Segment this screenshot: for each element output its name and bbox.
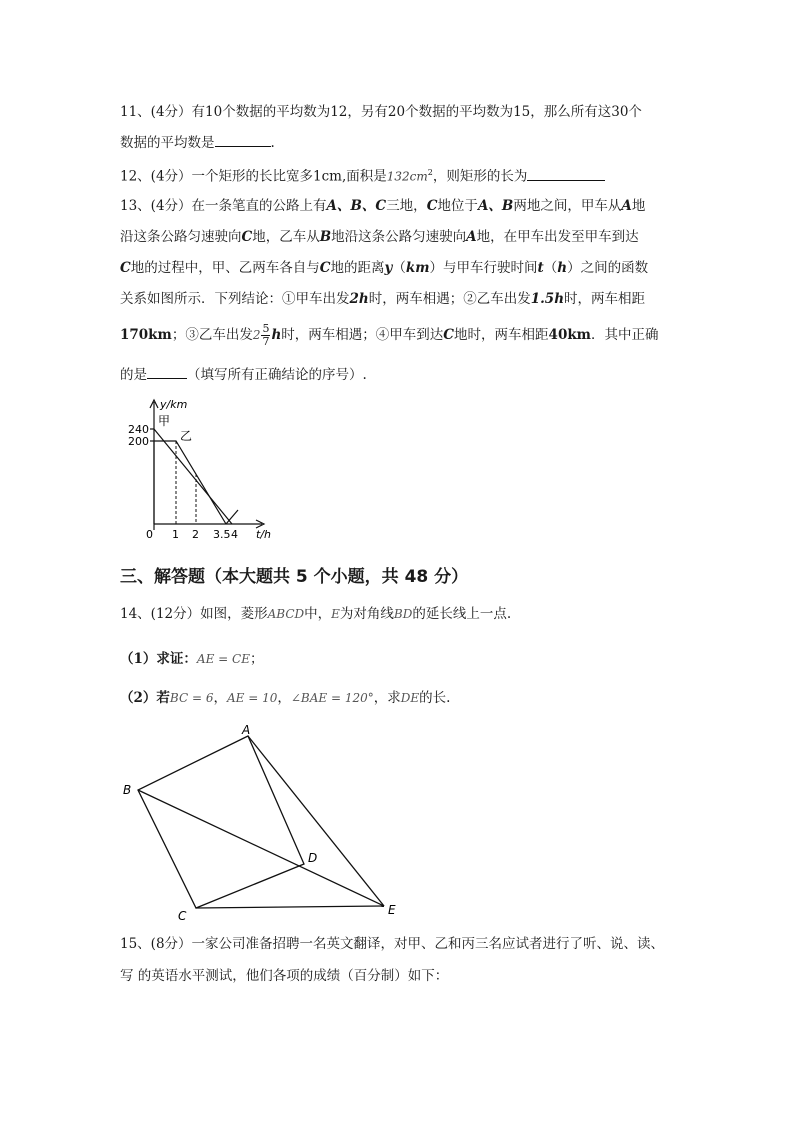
segment-ae [248,736,384,906]
label-a: A [242,724,251,737]
t: BC = 6 [169,691,214,705]
t: A、B [477,198,514,214]
t: 2h [349,291,369,307]
t: 170km [120,327,172,343]
t: ；③乙车出发 [171,327,253,343]
t: 三地， [386,198,427,214]
rhombus-abcd [138,736,304,908]
frac-den: 7 [262,335,270,348]
fraction [261,323,270,348]
q15-text1: 15、(8分）一家公司准备招聘一名英文翻译，对甲、乙和丙三名应试者进行了听、说、读、 [120,936,665,952]
t: 地的距离 [330,260,385,276]
t: km [405,260,430,276]
t: C [426,198,438,214]
q15-line1 [120,934,664,954]
q12-text: 12、(4分）一个矩形的长比宽多1cm,面积是 [120,168,387,185]
t: （2）若 [120,690,170,706]
q15-text2: 写 的英语水平测试，他们各项的成绩（百分制）如下： [120,968,449,984]
t: 14、(12分）如图，菱形 [120,606,268,622]
diagonal-bd-extended [138,790,384,906]
q13-line4 [120,289,645,309]
t: A、B、C [326,198,387,214]
y-axis-label: y/km [160,398,188,411]
t: ， [213,690,227,706]
series-label-yi: 乙 [180,429,193,443]
t: 关系如图所示．下列结论：①甲车出发 [120,291,350,307]
q12-line [120,163,605,187]
t: h [271,327,282,343]
series-jia-line [154,429,232,524]
t: 地，乙车从 [252,229,320,245]
t: ， [277,690,291,706]
distance-time-graph [120,390,280,550]
t: ∠BAE = 120° [290,691,374,705]
section-title: 三、解答题（本大题共 5 个小题，共 48 分） [120,567,469,587]
t: A [621,198,632,214]
t: ）与甲车行驶时间 [429,260,538,276]
label-c: C [178,909,187,923]
q12-tail: ，则矩形的长为 [432,168,528,185]
t: 时，两车相距 [564,291,646,307]
x-axis-label: t/h [256,528,271,541]
t: ABCD [267,607,305,621]
series-extension [226,510,238,524]
t: C [319,260,331,276]
q14-line1 [120,604,511,624]
q11-line2 [120,132,275,153]
t: ； [249,651,264,667]
t: 的长. [419,690,451,706]
q14-part2 [120,688,450,708]
t: （1）求证： [120,651,197,667]
t: ，求 [373,690,401,706]
label-b: B [123,783,132,797]
t: 2 [252,328,261,342]
t: E [331,607,340,621]
q15-line2 [120,966,448,986]
y-tick-240: 240 [128,423,149,436]
q12-area: 132cm [386,169,428,184]
t: C [120,260,131,276]
t: 的是 [120,367,147,383]
q12-sup: 2 [427,168,433,177]
t: 40km [548,327,591,343]
t: 13、(4分）在一条笔直的公路上有 [120,198,327,214]
label-d: D [308,851,318,865]
t: 地的过程中，甲、乙两车各自与 [130,260,320,276]
t: （ [543,260,558,276]
t: 的延长线上一点. [412,606,512,622]
series-label-jia: 甲 [158,414,171,428]
q13-line2 [120,227,639,247]
answer-blank [147,364,187,379]
q11-line1 [120,102,642,122]
q13-line6 [120,364,367,385]
t: 为对角线 [339,606,394,622]
t: 时，两车相遇；②乙车出发 [368,291,531,307]
x-tick-1: 1 [172,528,179,541]
t: h [557,260,568,276]
x-tick-2: 2 [192,528,199,541]
t: BD [393,607,413,621]
q13-line5 [120,322,658,348]
t: 沿这条公路匀速驶向 [120,229,242,245]
frac-num: 5 [262,322,270,335]
t: ．其中正确 [590,327,659,343]
t: C [241,229,253,245]
t: （填写所有正确结论的序号）. [187,367,367,383]
answer-blank [527,166,605,181]
q13-line1 [120,196,645,216]
t: 1.5h [530,291,565,307]
t: t [537,260,544,276]
t: 地沿这条公路匀速驶向 [331,229,467,245]
x-tick-0: 0 [146,528,153,541]
t: C [443,327,455,343]
t: AE = 10 [226,691,278,705]
t: 时，两车相遇；④甲车到达 [281,327,444,343]
t: 地位于 [437,198,478,214]
t: 中， [304,606,332,622]
x-tick-4: 4 [231,528,238,541]
segment-ce [196,906,384,908]
q11-text2: 数据的平均数是 [120,135,215,151]
label-e: E [388,903,396,917]
t: 地时，两车相距 [454,327,549,343]
t: y [384,260,393,276]
answer-blank [215,132,271,147]
t: 两地之间，甲车从 [513,198,622,214]
y-tick-200: 200 [128,435,149,448]
t: （ [392,260,406,276]
t: ）之间的函数 [567,260,649,276]
q14-part1 [120,649,263,669]
t: 地 [631,198,646,214]
rhombus-diagram [118,724,418,924]
t: A [466,229,477,245]
t: AE = CE [196,652,250,666]
q11-text: 11、(4分）有10个数据的平均数为12，另有20个数据的平均数为15，那么所有这30个 [120,104,642,120]
series-yi-line [154,441,226,524]
t: DE [400,691,420,705]
t: 地，在甲车出发至甲车到达 [476,229,639,245]
t: B [319,229,332,245]
x-tick-3.5: 3.5 [213,528,231,541]
q11-period: . [270,135,275,151]
q13-line3 [120,258,648,278]
